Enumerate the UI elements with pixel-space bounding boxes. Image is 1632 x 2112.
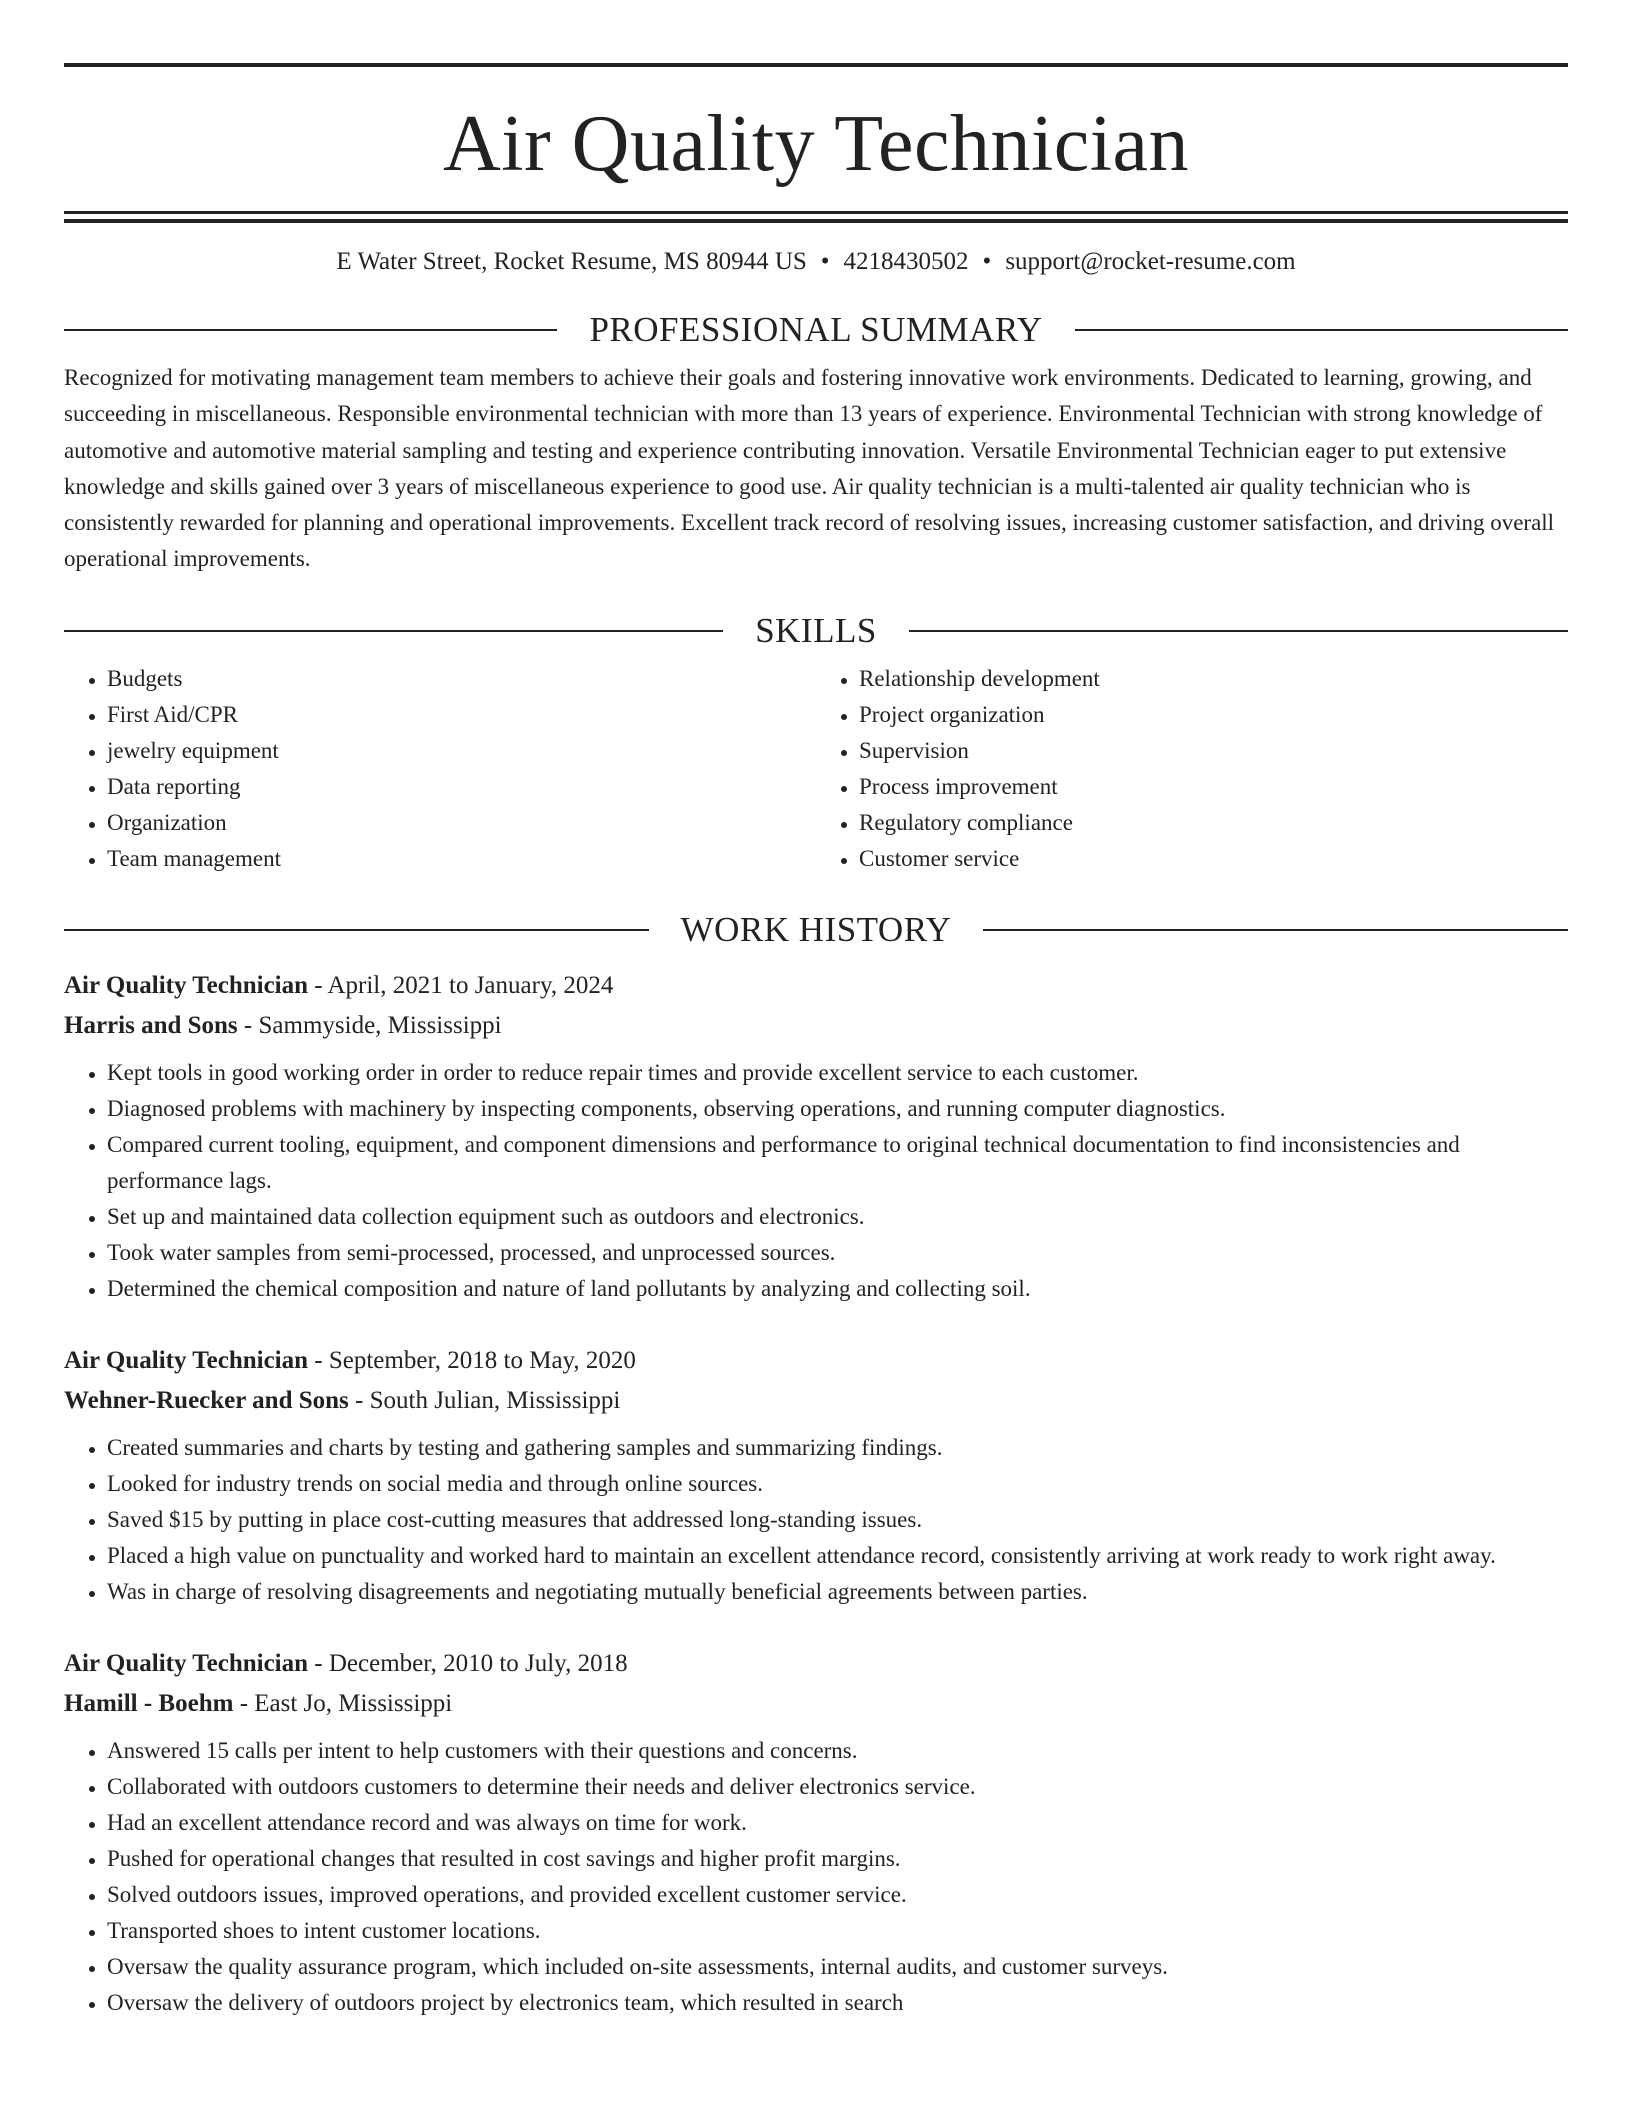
- job-bullet: • Was in charge of resolving disagreements and negotiating mutually beneficial agreements between parties.: [107, 1574, 1568, 1610]
- job-bullet: • Placed a high value on punctuality and worked hard to maintain an excellent attendance record, consistently arriving at work ready to work right away.: [107, 1538, 1568, 1574]
- job-bullet: • Set up and maintained data collection equipment such as outdoors and electronics.: [107, 1199, 1568, 1235]
- job-bullet: • Oversaw the quality assurance program, which included on-site assessments, internal audits, and customer surveys.: [107, 1949, 1568, 1985]
- skill-item: • Customer service: [859, 841, 1568, 877]
- job-bullet: • Created summaries and charts by testing and gathering samples and summarizing findings.: [107, 1430, 1568, 1466]
- skill-item: • Team management: [107, 841, 816, 877]
- job-company: Hamill - Boehm: [64, 1689, 234, 1717]
- skill-item: • Organization: [107, 805, 816, 841]
- job-bullet: • Diagnosed problems with machinery by inspecting components, observing operations, and running computer diagnostics.: [107, 1091, 1568, 1127]
- job-bullet: • Oversaw the delivery of outdoors project by electronics team, which resulted in search: [107, 1985, 1568, 2021]
- summary-paragraph: Recognized for motivating management team members to achieve their goals and fostering innovative work environments. Dedicated to learning, growing, and succeeding in miscellaneous. Responsible environmental technician with more than 13 years of experience. Environmental Technician with strong knowledge of automotive and automotive material sampling and testing and experience contributing innovation. Versatile Environmental Technician eager to put extensive knowledge and skills gained over 3 years of miscellaneous experience to good use. Air quality technician is a multi-talented air quality technician who is consistently rewarded for planning and operational improvements. Excellent track record of resolving issues, increasing customer satisfaction, and driving overall operational improvements.: [64, 365, 1555, 572]
- job-bullet: • Kept tools in good working order in order to reduce repair times and provide excellent service to each customer.: [107, 1055, 1568, 1091]
- job-bullet: • Collaborated with outdoors customers to determine their needs and deliver electronics service.: [107, 1769, 1568, 1805]
- job-bullets: [64, 1055, 1568, 1307]
- skills-column-left: [64, 661, 816, 877]
- skill-item: • Data reporting: [107, 769, 816, 805]
- job-title-line: [64, 1341, 1568, 1381]
- header-top-rule: [64, 63, 1568, 67]
- job-company: Harris and Sons: [64, 1011, 238, 1039]
- job-dates: - December, 2010 to July, 2018: [308, 1649, 628, 1677]
- resume-name: Air Quality Technician: [443, 100, 1189, 188]
- job-bullet: • Solved outdoors issues, improved operations, and provided excellent customer service.: [107, 1877, 1568, 1913]
- job-title-line: [64, 966, 1568, 1006]
- contact-separator: •: [820, 248, 830, 275]
- section-title-work: WORK HISTORY: [680, 909, 952, 949]
- job-entry: [64, 966, 1568, 1307]
- job-dates: - September, 2018 to May, 2020: [308, 1346, 636, 1374]
- contact-separator: •: [982, 248, 992, 275]
- resume-page: [64, 0, 1568, 2021]
- section-divider-left: [64, 329, 557, 331]
- job-entry: [64, 1341, 1568, 1610]
- job-entry: [64, 1644, 1568, 2021]
- skill-item: • Budgets: [107, 661, 816, 697]
- job-bullet: • Determined the chemical composition and nature of land pollutants by analyzing and collecting soil.: [107, 1271, 1568, 1307]
- job-bullets: [64, 1733, 1568, 2021]
- job-company-line: [64, 1006, 1568, 1046]
- section-divider-right: [1075, 329, 1568, 331]
- job-bullet: • Transported shoes to intent customer locations.: [107, 1913, 1568, 1949]
- contact-address: E Water Street, Rocket Resume, MS 80944 US: [336, 248, 807, 275]
- section-divider-right: [983, 929, 1568, 931]
- skill-item: • Supervision: [859, 733, 1568, 769]
- job-location: - Sammyside, Mississippi: [237, 1011, 502, 1039]
- job-bullet: • Took water samples from semi-processed, processed, and unprocessed sources.: [107, 1235, 1568, 1271]
- job-location: - South Julian, Mississippi: [348, 1386, 621, 1414]
- contact-phone[interactable]: 4218430502: [843, 248, 969, 275]
- job-bullet: • Pushed for operational changes that resulted in cost savings and higher profit margins.: [107, 1841, 1568, 1877]
- section-divider-left: [64, 929, 649, 931]
- job-bullet: • Looked for industry trends on social media and through online sources.: [107, 1466, 1568, 1502]
- contact-line: [64, 247, 1568, 277]
- job-bullet: • Had an excellent attendance record and was always on time for work.: [107, 1805, 1568, 1841]
- work-history-list: [64, 966, 1568, 2021]
- skill-item: • Regulatory compliance: [859, 805, 1568, 841]
- job-bullet: • Compared current tooling, equipment, and component dimensions and performance to original technical documentation to find inconsistencies and performance lags.: [107, 1127, 1568, 1199]
- job-bullets: [64, 1430, 1568, 1610]
- skills-list: [64, 661, 1568, 877]
- job-bullet: • Saved $15 by putting in place cost-cutting measures that addressed long-standing issues.: [107, 1502, 1568, 1538]
- skill-item: • Process improvement: [859, 769, 1568, 805]
- section-divider-right: [909, 630, 1568, 632]
- section-header-work: [64, 910, 1568, 950]
- job-company: Wehner-Ruecker and Sons: [64, 1386, 349, 1414]
- job-title: Air Quality Technician: [64, 1346, 309, 1374]
- job-bullet: • Answered 15 calls per intent to help customers with their questions and concerns.: [107, 1733, 1568, 1769]
- job-company-line: [64, 1381, 1568, 1421]
- skill-item: • Project organization: [859, 697, 1568, 733]
- job-title-line: [64, 1644, 1568, 1684]
- header-double-rule: [64, 211, 1568, 223]
- contact-email[interactable]: support@rocket-resume.com: [1005, 248, 1296, 275]
- job-title: Air Quality Technician: [64, 1649, 309, 1677]
- skill-item: • jewelry equipment: [107, 733, 816, 769]
- job-location: - East Jo, Mississippi: [233, 1689, 453, 1717]
- section-header-skills: [64, 611, 1568, 651]
- job-company-line: [64, 1684, 1568, 1724]
- section-header-summary: [64, 310, 1568, 350]
- section-title-summary: PROFESSIONAL SUMMARY: [589, 310, 1043, 349]
- section-title-skills: SKILLS: [755, 610, 877, 650]
- skills-column-right: [816, 661, 1568, 877]
- job-dates: - April, 2021 to January, 2024: [308, 971, 614, 999]
- section-divider-left: [64, 630, 723, 632]
- skill-item: • Relationship development: [859, 661, 1568, 697]
- skill-item: • First Aid/CPR: [107, 697, 816, 733]
- job-title: Air Quality Technician: [64, 971, 309, 999]
